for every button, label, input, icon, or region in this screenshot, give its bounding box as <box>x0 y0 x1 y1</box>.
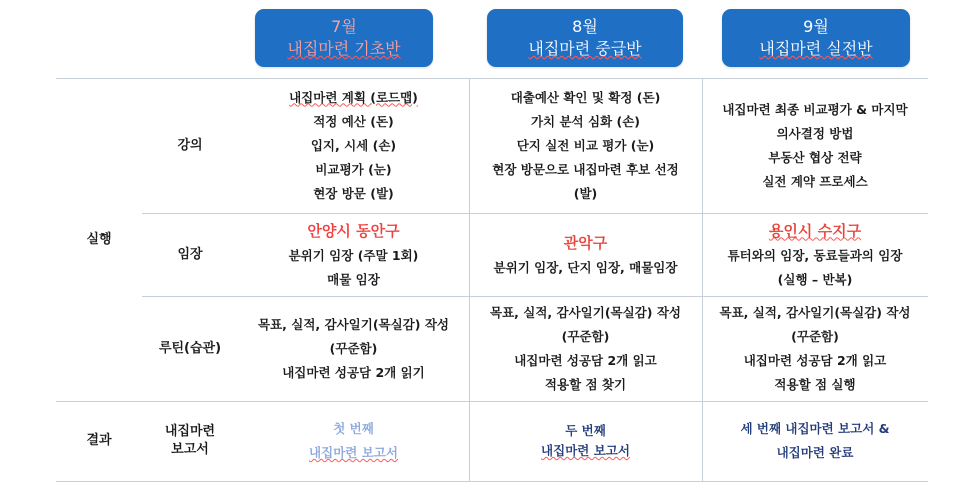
list-item: 분위기 임장 (주말 1회) <box>288 247 419 263</box>
list-item: 내집마련 성공담 2개 읽고 <box>743 352 887 368</box>
report-line: 세 번째 내집마련 보고서 & <box>740 421 890 436</box>
list-item: 단지 실전 비교 평가 (눈) <box>516 137 655 153</box>
routine-september <box>702 296 928 401</box>
list-item: 적정 예산 (돈) <box>313 113 394 129</box>
list-item: 매물 임장 <box>327 271 380 287</box>
imjang-july <box>238 213 469 296</box>
report-august <box>469 401 702 481</box>
imjang-area: 안양시 동안구 <box>307 221 400 240</box>
list-item: 튜터와의 임장, 동료들과의 임장 <box>727 247 903 263</box>
list-item: 실전 계약 프로세스 <box>762 173 868 189</box>
routine-august <box>469 296 702 401</box>
list-item: 목표, 실적, 감사일기(목실감) 작성 <box>490 304 681 320</box>
list-item: (꾸준함) <box>791 328 839 344</box>
imjang-area: 용인시 수지구 <box>768 221 862 240</box>
list-item: 적용할 점 찾기 <box>544 376 627 392</box>
header-august-title: 내집마련 중급반 <box>528 39 642 58</box>
row-label-report-line2: 보고서 <box>171 442 209 457</box>
list-item: 내집마련 성공담 2개 읽고 <box>514 352 657 368</box>
header-july <box>255 9 433 67</box>
report-july <box>238 401 469 481</box>
header-august-month: 8월 <box>572 17 598 36</box>
list-item: 내집마련 최종 비교평가 & 마지막 <box>722 101 908 117</box>
lecture-july <box>238 78 469 213</box>
imjang-august <box>469 213 702 296</box>
row-label-report <box>142 401 238 481</box>
list-item: (실행 – 반복) <box>777 271 853 287</box>
row-label-routine: 루틴(습관) <box>158 340 222 356</box>
list-item: 의사결정 방법 <box>776 125 854 141</box>
list-item: 가치 분석 심화 (손) <box>530 113 640 129</box>
section-result: 결과 <box>86 433 112 448</box>
list-item: (꾸준함) <box>329 340 378 356</box>
list-item: 적용할 점 실행 <box>774 376 856 392</box>
list-item: 현장 방문 (발) <box>313 185 394 201</box>
report-line: 내집마련 완료 <box>776 445 854 460</box>
row-label-report-line1: 내집마련 <box>164 424 216 439</box>
list-item: 분위기 임장, 단지 임장, 매물임장 <box>493 259 678 275</box>
section-execution: 실행 <box>86 231 112 247</box>
header-july-title: 내집마련 기초반 <box>287 39 401 58</box>
list-item: (꾸준함) <box>561 328 610 344</box>
report-ordinal: 첫 번째 <box>333 421 374 436</box>
lecture-september <box>702 78 928 213</box>
list-item: 입지, 시세 (손) <box>310 137 397 153</box>
report-title: 내집마련 보고서 <box>309 445 398 460</box>
row-label-lecture: 강의 <box>177 137 203 153</box>
header-august <box>487 9 683 67</box>
list-item: 목표, 실적, 감사일기(목실감) 작성 <box>719 304 911 320</box>
list-item: 대출예산 확인 및 확정 (돈) <box>510 89 661 105</box>
imjang-area: 관악구 <box>563 233 608 252</box>
list-item: 부동산 협상 전략 <box>768 149 862 165</box>
list-item: 현장 방문으로 내집마련 후보 선정 <box>492 161 679 177</box>
list-item: (발) <box>573 185 598 201</box>
header-july-month: 7월 <box>331 17 357 36</box>
routine-july <box>238 296 469 401</box>
list-item: 내집마련 계획 (로드맵) <box>289 89 418 105</box>
list-item: 비교평가 (눈) <box>315 161 392 177</box>
lecture-august <box>469 78 702 213</box>
header-september-month: 9월 <box>803 17 829 36</box>
list-item: 목표, 실적, 감사일기(목실감) 작성 <box>258 316 449 332</box>
report-september <box>702 401 928 481</box>
header-september-title: 내집마련 실전반 <box>759 39 873 58</box>
report-title: 내집마련 보고서 <box>541 443 630 458</box>
row-label-imjang: 임장 <box>177 246 203 262</box>
header-september <box>722 9 910 67</box>
imjang-september <box>702 213 928 296</box>
list-item: 내집마련 성공담 2개 읽기 <box>282 364 425 380</box>
report-ordinal: 두 번째 <box>565 423 606 438</box>
table-bottom-border <box>56 481 928 482</box>
